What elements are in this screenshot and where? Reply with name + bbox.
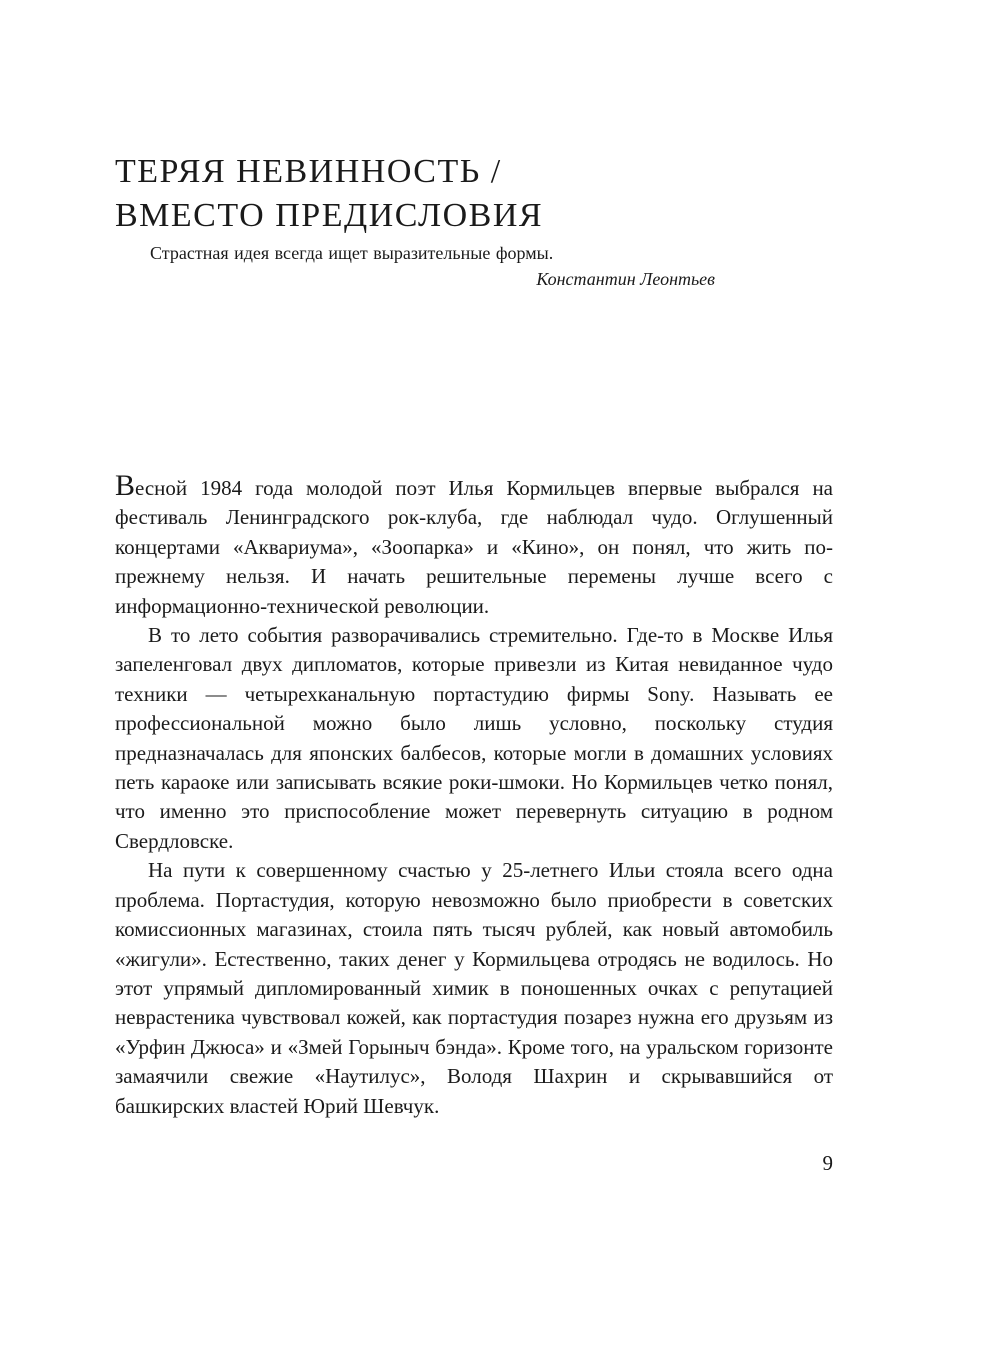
epigraph-author: Константин Леонтьев [536, 269, 715, 289]
paragraph-1-text: есной 1984 года молодой поэт Илья Кормильцев впервые выбрался на фестиваль Ленинградского рок-клуба, где наблюдал чудо. Оглушенный концертами «Аквариума», «Зоопарка» и «Кино», он понял, что жить по-прежнему нельзя. И начать решительные перемены лучше всего с информационно-технической революции. [115, 476, 833, 618]
paragraph-1 [115, 469, 833, 621]
epigraph-text: Страстная идея всегда ищет выразительные формы. [150, 243, 554, 263]
page-number: 9 [822, 1151, 833, 1175]
body-text [115, 470, 833, 1121]
chapter-title-line-2: ВМЕСТО ПРЕДИСЛОВИЯ [115, 197, 544, 234]
paragraph-2: В то лето события разворачивались стремительно. Где-то в Москве Илья запеленговал двух дипломатов, которые привезли из Китая невиданное чудо техники — четырехканальную портастудию фирмы Sony. Называть ее профессиональной можно было лишь условно, поскольку студия предназначалась для японских балбесов, которые могли в домашних условиях петь караоке или записывать всякие роки-шмоки. Но Кормильцев четко понял, что именно это приспособление может перевернуть ситуацию в родном Свердловске. [115, 623, 833, 853]
paragraph-3: На пути к совершенному счастью у 25-летнего Ильи стояла всего одна проблема. Портастудия, которую невозможно было приобрести в советских комиссионных магазинах, стоила пять тысяч рублей, как новый автомобиль «жигули». Естественно, таких денег у Кормильцева отродясь не водилось. Но этот упрямый дипломированный химик в поношенных очках с репутацией неврастеника чувствовал кожей, как портастудия позарез нужна его друзьям из «Урфин Джюса» и «Змей Горыныч бэнда». Кроме того, на уральском горизонте замаячили свежие «Наутилус», Володя Шахрин и скрывавшийся от башкирских властей Юрий Шевчук. [115, 858, 833, 1118]
drop-cap: В [115, 469, 136, 502]
chapter-title-line-1: ТЕРЯЯ НЕВИННОСТЬ / [115, 153, 502, 190]
chapter-title [115, 150, 835, 238]
epigraph [150, 240, 715, 292]
